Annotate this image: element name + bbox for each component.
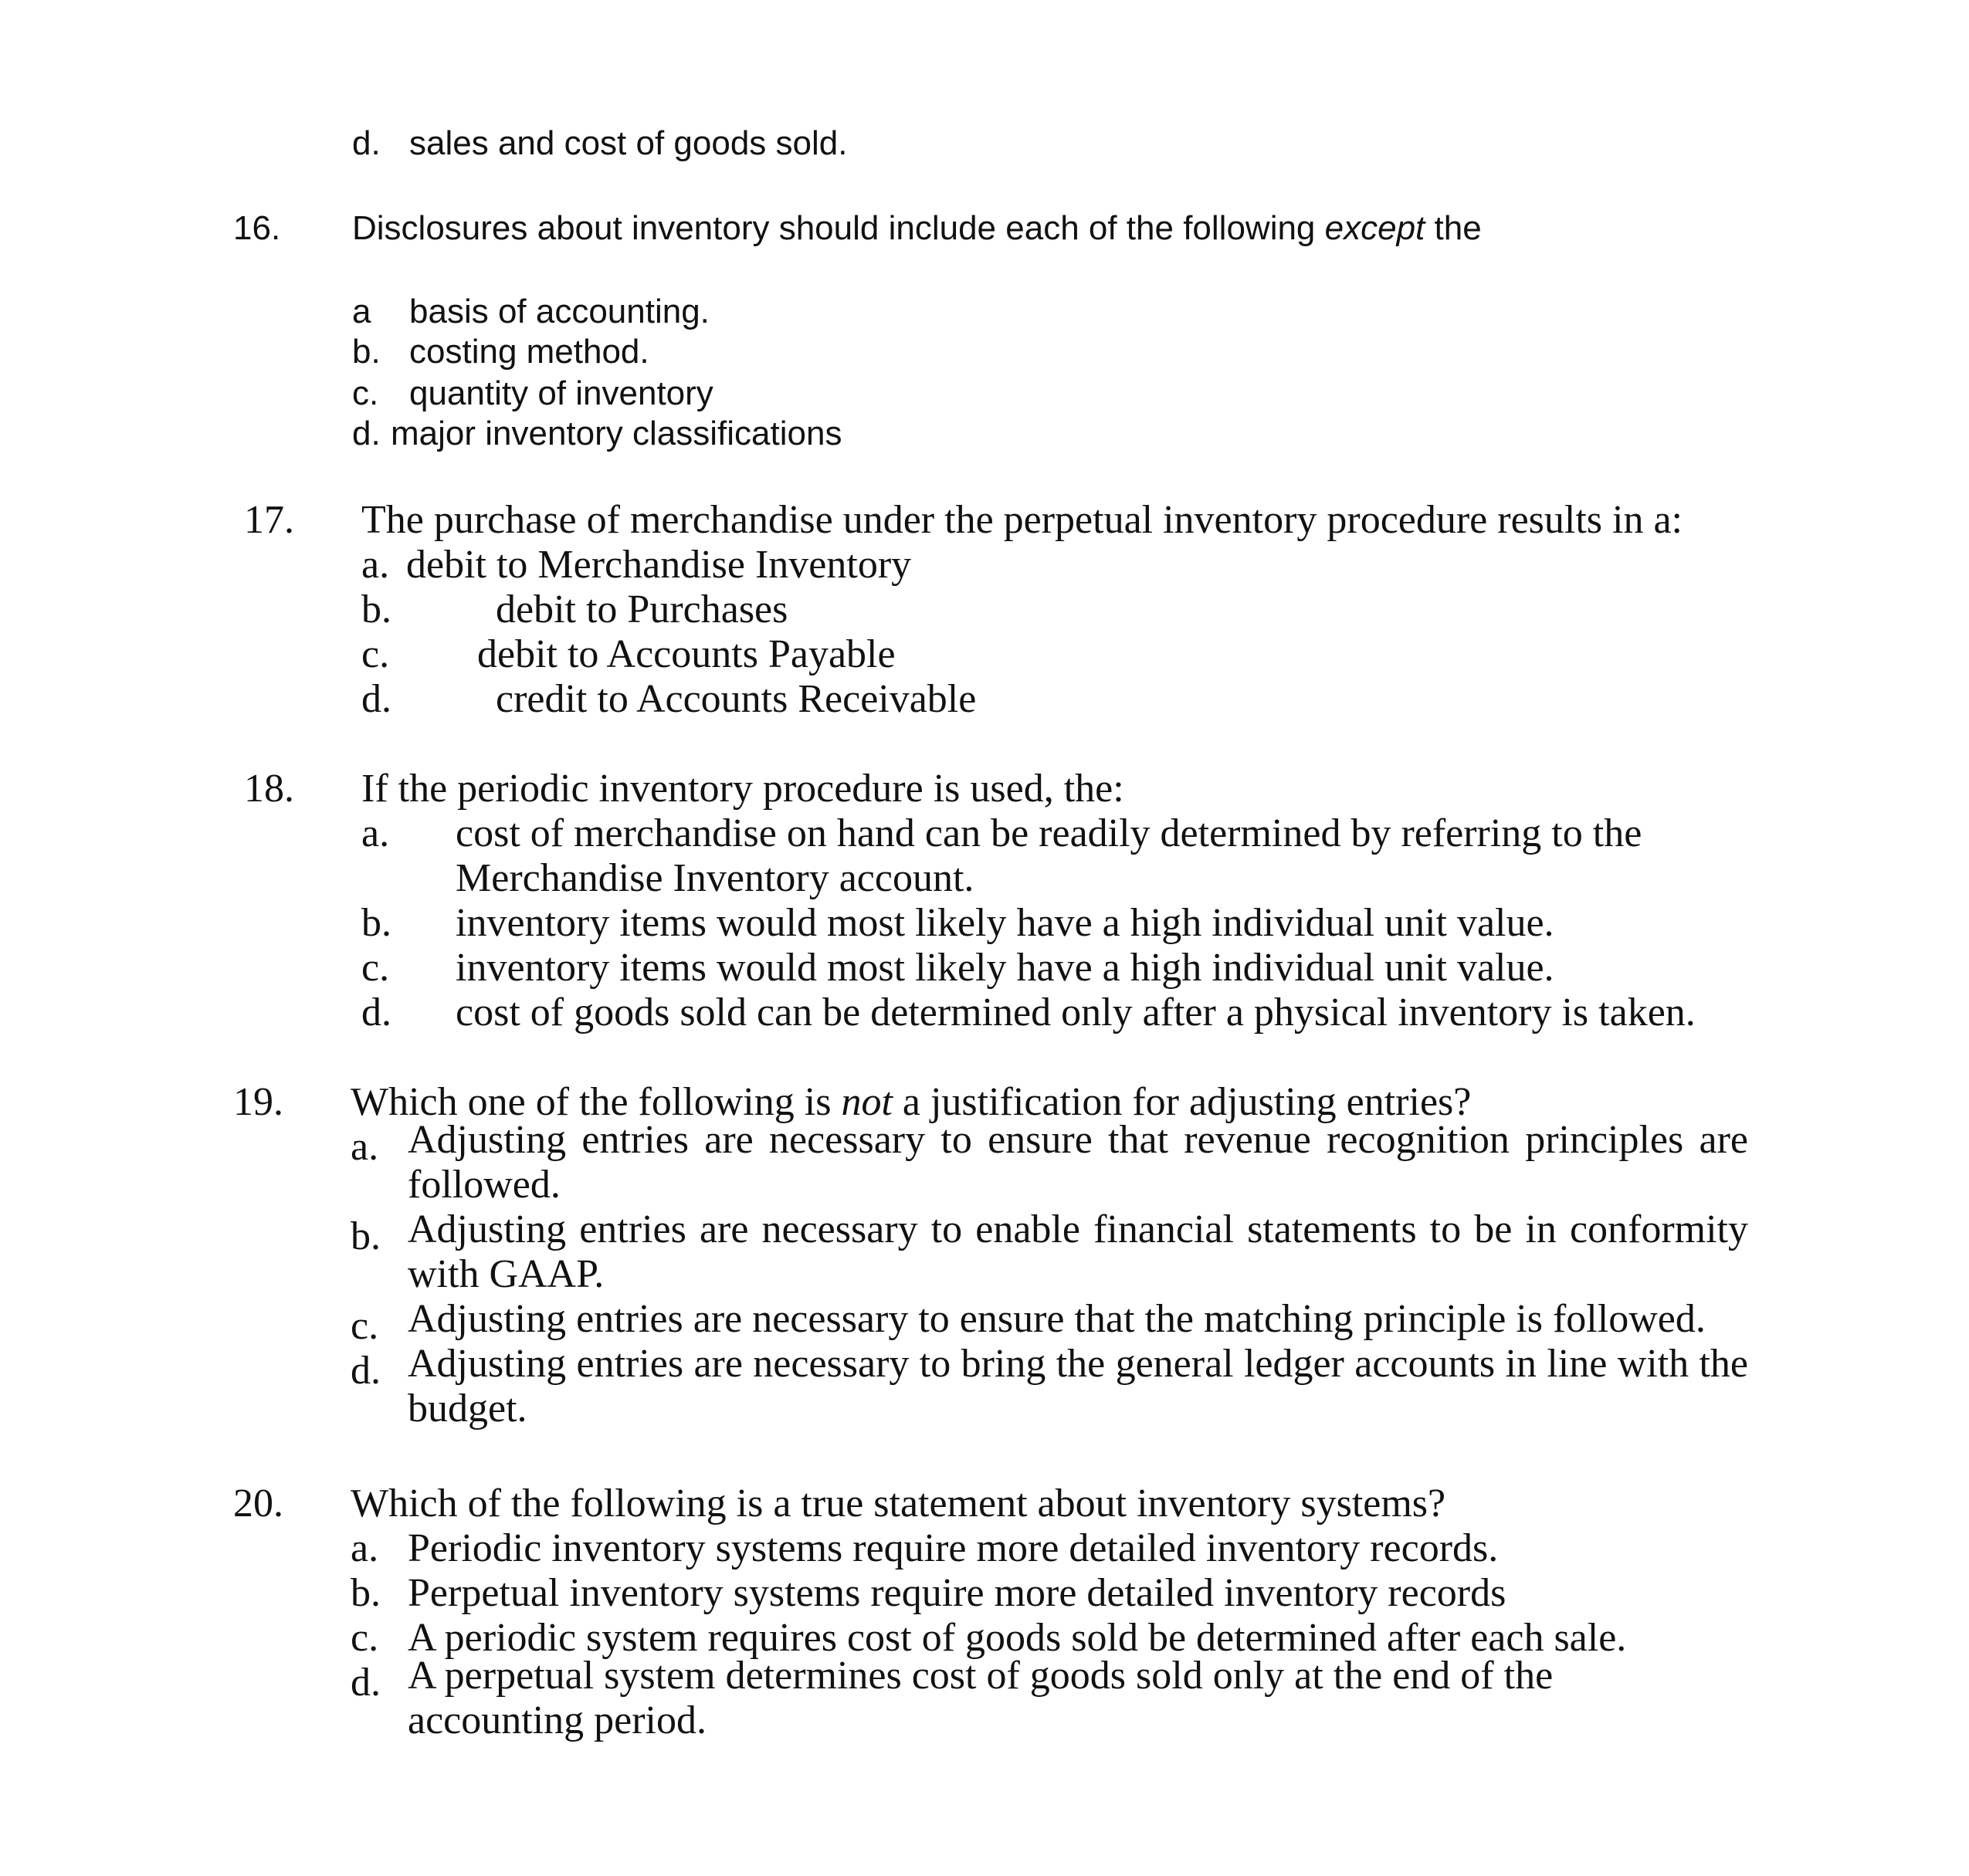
q16-option-text: basis of accounting. [409,293,710,330]
q16-option-letter: c. [352,374,379,412]
q16-option-letter: d. [352,415,381,452]
q20-option-letter: b. [351,1571,381,1615]
q20-option-text: A perpetual system determines cost of goods sold only at the end of the accounting period. [408,1654,1554,1742]
q18-option-text-continued: Merchandise Inventory account. [456,856,974,900]
carryover-option-text: sales and cost of goods sold. [409,124,848,162]
q17-number: 17. [244,498,294,542]
q19-option-letter: b. [351,1214,381,1258]
q20-option-text: Periodic inventory systems require more detailed inventory records. [408,1526,1499,1570]
q18-option-text: inventory items would most likely have a high individual unit value. [456,946,1554,990]
q16-stem [352,209,1482,247]
q17-option-letter: a. [361,543,390,587]
q20-number: 20. [233,1481,283,1526]
q18-option-letter: d. [361,990,391,1035]
q19-option-text: Adjusting entries are necessary to bring the general ledger accounts in line with the budget. [408,1342,1748,1431]
q16-stem-text: Disclosures about inventory should include each of the following [352,209,1325,247]
q16-option-text: costing method. [409,333,649,371]
q17-option-text: debit to Purchases [496,588,788,632]
q17-option-text: debit to Merchandise Inventory [406,543,912,587]
q19-option-letter: a. [351,1125,379,1169]
q16-option-letter: a [352,293,371,330]
q20-option-letter: a. [351,1526,379,1570]
q18-option-text: inventory items would most likely have a high individual unit value. [456,901,1554,945]
q19-option-text: Adjusting entries are necessary to enable financial statements to be in conformity with GAAP. [408,1207,1748,1296]
q16-option-text: major inventory classifications [391,415,842,452]
q17-option-text: debit to Accounts Payable [477,632,896,676]
q19-number: 19. [233,1080,283,1124]
q19-option-letter: c. [351,1304,379,1348]
q19-option-letter: d. [351,1349,381,1393]
q20-option-letter: c. [351,1616,379,1660]
q20-option-text: Perpetual inventory systems require more detailed inventory records [408,1571,1506,1615]
q18-option-text: cost of goods sold can be determined only after a physical inventory is taken. [456,990,1696,1035]
q16-stem-emphasis: except [1324,209,1425,247]
q17-option-letter: b. [361,588,391,632]
q17-stem: The purchase of merchandise under the perpetual inventory procedure results in a: [361,498,1683,542]
q18-option-letter: a. [361,811,390,855]
q19-option-text: Adjusting entries are necessary to ensure that the matching principle is followed. [408,1297,1706,1341]
q20-stem: Which of the following is a true statement about inventory systems? [351,1481,1446,1526]
q19-stem-text: Which one of the following is [351,1080,842,1124]
q18-number: 18. [244,767,294,811]
q18-option-letter: c. [361,946,390,990]
q17-option-letter: c. [361,632,390,676]
q17-option-text: credit to Accounts Receivable [496,677,977,721]
q19-stem [351,1082,1471,1123]
q16-number: 16. [233,209,281,247]
q20-option-letter: d. [351,1661,381,1705]
q19-stem-emphasis: not [841,1080,893,1124]
q18-option-letter: b. [361,901,391,945]
q18-stem: If the periodic inventory procedure is used, the: [361,767,1124,811]
q16-option-letter: b. [352,333,381,371]
q16-stem-tail: the [1425,209,1482,247]
q19-option-text: Adjusting entries are necessary to ensure that revenue recognition principles are followed. [408,1118,1748,1207]
q16-option-text: quantity of inventory [409,374,713,412]
q19-stem-tail: a justification for adjusting entries? [892,1080,1472,1124]
q17-option-letter: d. [361,677,391,721]
q20-option-text: A periodic system requires cost of goods sold be determined after each sale. [408,1616,1627,1660]
carryover-option-letter: d. [352,124,381,162]
q18-option-text: cost of merchandise on hand can be readily determined by referring to the [456,811,1642,855]
